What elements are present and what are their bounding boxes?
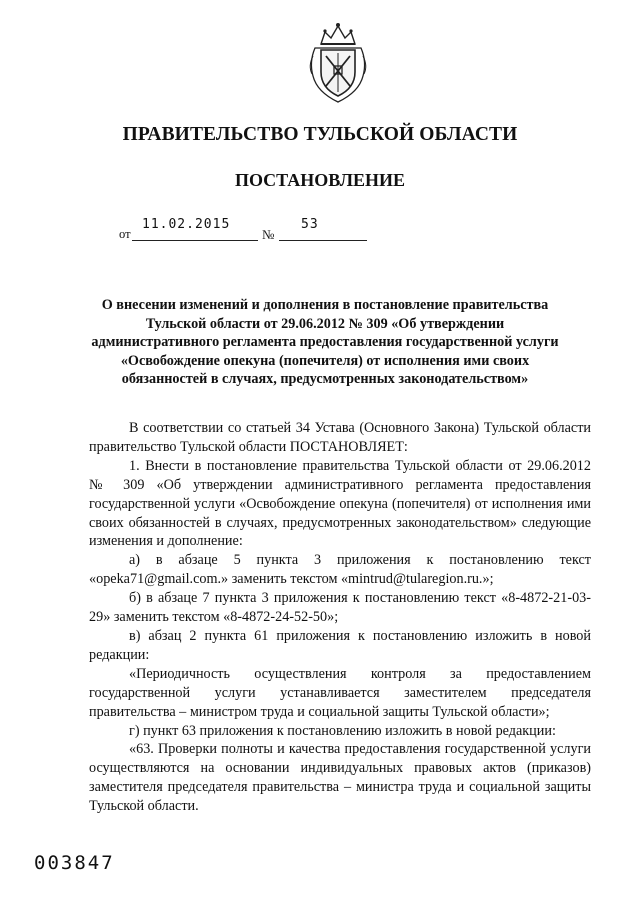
body-paragraph: «Периодичность осуществления контроля за предоставлением государственной услуги устанавливается заместителем председателя правительства – министром труда и социальной защиты Тульской области»; — [89, 665, 591, 720]
document-number: 53 — [301, 217, 319, 232]
body-paragraph: а) в абзаце 5 пункта 3 приложения к постановлению текст «opeka71@gmail.com.» заменить текстом «mintrud@tularegion.ru.»; — [89, 552, 591, 588]
number-underline — [279, 240, 367, 241]
date-underline — [132, 240, 258, 241]
body-paragraph: в) абзац 2 пункта 61 приложения к постановлению изложить в новой редакции: — [89, 627, 591, 663]
body-paragraph: «63. Проверки полноты и качества предоставления государственной услуги осуществляются на основании индивидуальных правовых актов (приказов) заместителя председателя правительства – министра труда и социальной защиты Тульской области. — [89, 741, 591, 815]
coat-of-arms-icon — [307, 22, 369, 104]
document-type: ПОСТАНОВЛЕНИЕ — [234, 170, 406, 190]
body-paragraph: г) пункт 63 приложения к постановлению изложить в новой редакции: — [129, 722, 556, 739]
document-subject: О внесении изменений и дополнения в постановление правительства Тульской области от 29.06.2012 № 309 «Об утверждении административного регламента предоставления государственной услуги «Освобождение опекуна (попечителя) от исполнения ими своих обязанностей в случаях, предусмотренных законодательством» — [91, 297, 559, 388]
date-from-label: от — [119, 227, 131, 241]
number-label: № — [262, 227, 275, 242]
government-title: ПРАВИТЕЛЬСТВО ТУЛЬСКОЙ ОБЛАСТИ — [122, 124, 518, 145]
body-paragraph: 1. Внести в постановление правительства Тульской области от 29.06.2012 № 309 «Об утверждении административного регламента предоставления государственной услуги «Освобождение опекуна (попечителя) от исполнения ими своих обязанностей в случаях, предусмотренных законодательством» следующие изменения и дополнение: — [89, 457, 591, 550]
document-body — [89, 419, 591, 816]
serial-number: 003847 — [34, 852, 115, 874]
dateline — [0, 217, 640, 247]
body-paragraph: В соответствии со статьей 34 Устава (Основного Закона) Тульской области правительство Тульской области ПОСТАНОВЛЯЕТ: — [89, 420, 591, 455]
document-date: 11.02.2015 — [142, 217, 231, 232]
body-paragraph: б) в абзаце 7 пункта 3 приложения к постановлению текст «8-4872-21-03-29» заменить текстом «8-4872-24-52-50»; — [89, 590, 591, 626]
